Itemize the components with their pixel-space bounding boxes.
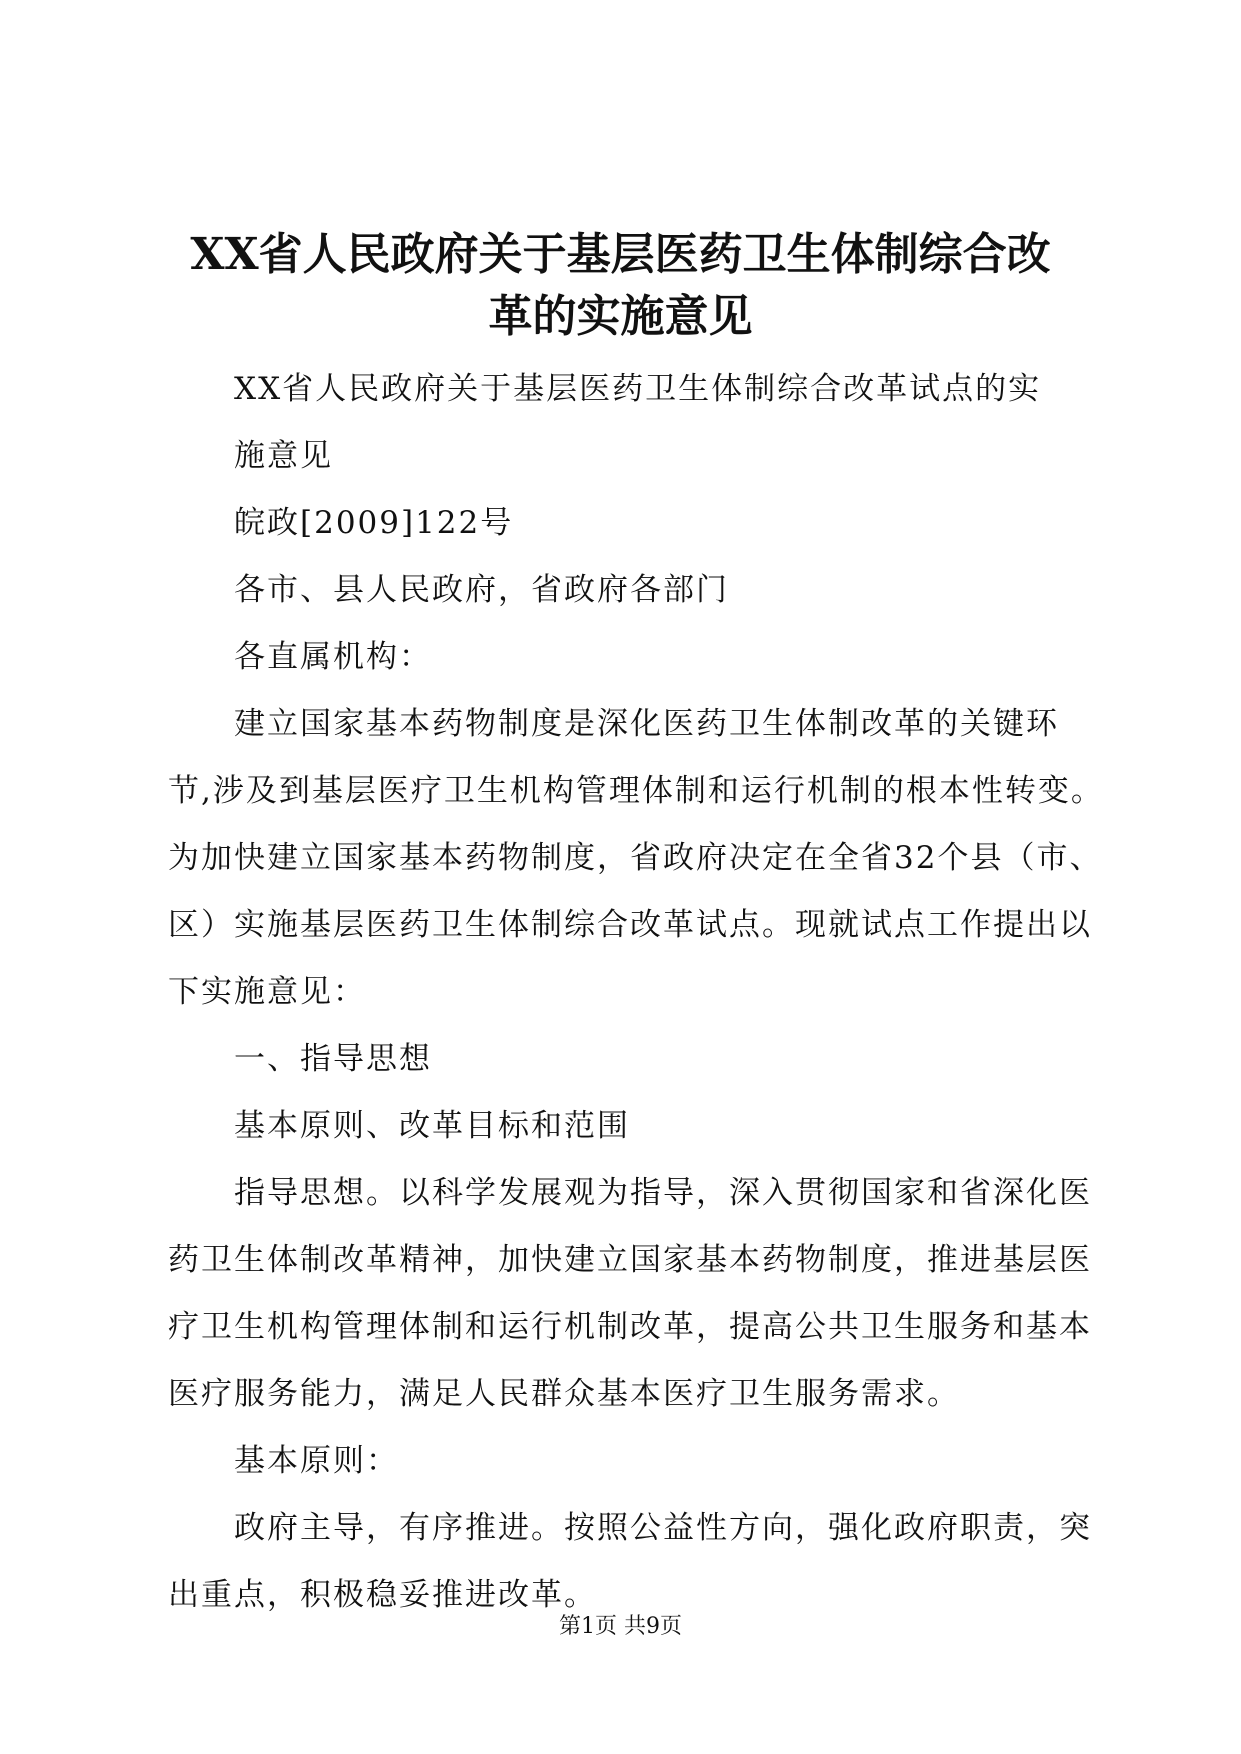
body-line: 医疗服务能力，满足人民群众基本医疗卫生服务需求。	[168, 1376, 960, 1412]
body-line: 药卫生体制改革精神，加快建立国家基本药物制度，推进基层医	[168, 1242, 1092, 1278]
body-line: 基本原则：	[234, 1443, 399, 1479]
body-line: 区）实施基层医药卫生体制综合改革试点。现就试点工作提出以	[168, 907, 1092, 943]
body-line: 一、指导思想	[234, 1041, 432, 1077]
body-line: 指导思想。以科学发展观为指导，深入贯彻国家和省深化医	[234, 1175, 1092, 1211]
body-line: 建立国家基本药物制度是深化医药卫生体制改革的关键环	[234, 706, 1059, 742]
document-body	[168, 356, 1104, 1629]
body-line: XX省人民政府关于基层医药卫生体制综合改革试点的实	[234, 371, 1042, 407]
body-line: 施意见	[234, 438, 333, 474]
body-line: 基本原则、改革目标和范围	[234, 1108, 630, 1144]
body-line: 各市、县人民政府，省政府各部门	[234, 572, 729, 608]
body-line: 下实施意见：	[168, 974, 366, 1010]
body-line: 疗卫生机构管理体制和运行机制改革，提高公共卫生服务和基本	[168, 1309, 1092, 1345]
body-line: 出重点，积极稳妥推进改革。	[168, 1577, 597, 1613]
body-line: 节,涉及到基层医疗卫生机构管理体制和运行机制的根本性转变。	[168, 773, 1104, 809]
body-line: 各直属机构：	[234, 639, 432, 675]
body-line: 政府主导，有序推进。按照公益性方向，强化政府职责，突	[234, 1510, 1092, 1546]
document-title-line-1: XX省人民政府关于基层医药卫生体制综合改	[190, 229, 1051, 280]
page-footer: 第1页 共9页	[559, 1614, 682, 1639]
document-title-line-2: 革的实施意见	[488, 291, 753, 342]
body-line: 为加快建立国家基本药物制度，省政府决定在全省32个县（市、	[168, 840, 1103, 876]
body-line: 皖政[2009]122号	[234, 505, 514, 541]
